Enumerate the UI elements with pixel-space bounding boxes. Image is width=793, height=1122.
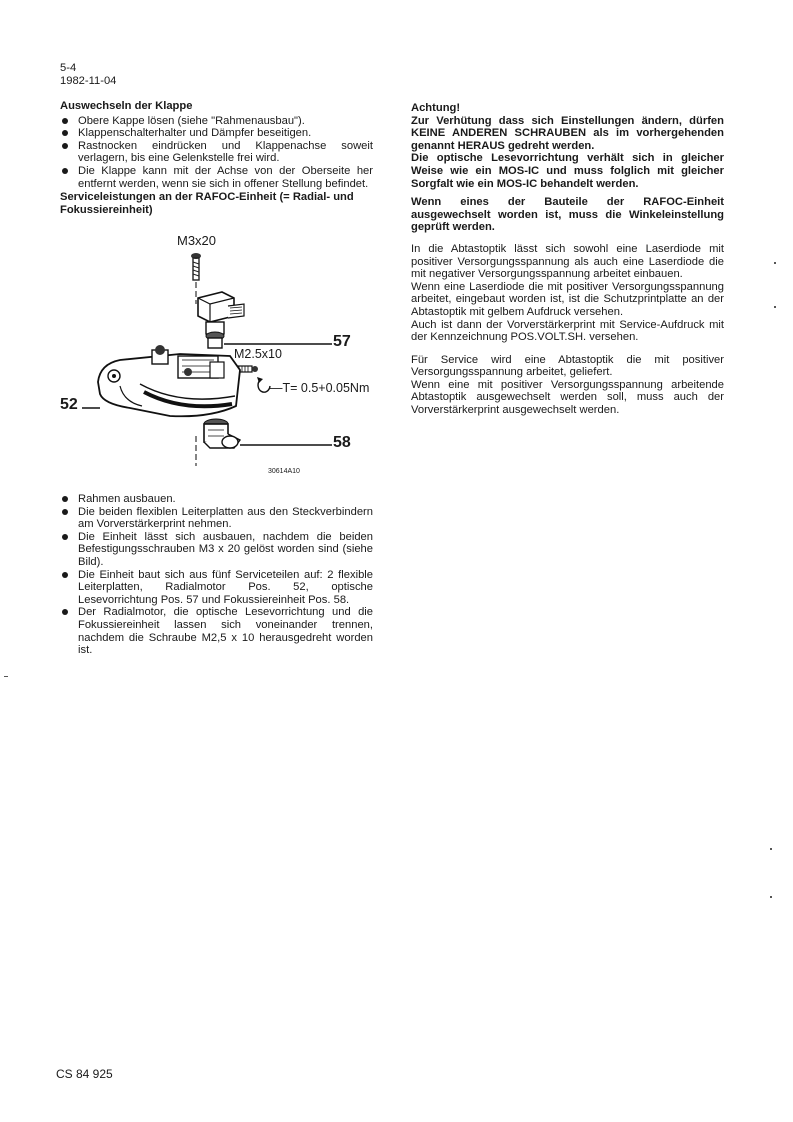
list-item: Die Klappe kann mit der Achse von der Oberseite her entfernt werden, wenn sie sich in offener Stellung befindet. [60,165,373,190]
radial-motor-52-drawing [98,345,240,416]
paragraph-schutzprint: Wenn eine Laserdiode die mit positiver Versorgungsspannung arbeitet, eingebaut worden ist, ist die Schutzprintplatte an der Abtastoptik mit gelbem Aufdruck versehen. [411,280,724,318]
label-torque: —T= 0.5+0.05Nm [270,381,370,395]
paragraph-service-delivery: Für Service wird eine Abtastoptik die mit positiver Versorgungsspannung arbeitet, geliefert. [411,353,724,379]
focus-unit-58-drawing [204,419,240,448]
scan-speck [4,676,8,677]
scan-speck [774,262,776,264]
list-item: Die beiden flexiblen Leiterplatten aus den Steckverbindern am Vorverstärkerprint nehmen. [60,506,373,531]
scan-speck [774,306,776,308]
paragraph-replacement: Wenn eine mit positiver Versorgungsspannung arbeitende Abtastoptik ausgewechselt werden soll, muss auch der Vorverstärkerprint ausgewechselt werden. [411,378,724,417]
bullet-list-klappe [60,115,373,191]
bullet-list-rafoc [60,493,373,657]
paragraph-laserdiode: In die Abtastoptik lässt sich sowohl eine Laserdiode mit positiver Versorgungsspannung als auch eine Laserdiode die mit negativer Versorgungsspannung arbeitet einbauen. [411,242,724,281]
left-column-bottom [60,493,373,657]
page-header [60,62,116,88]
list-item: Die Einheit baut sich aus fünf Serviceteilen auf: 2 flexible Leiterplatten, Radialmotor Pos. 52, optische Lesevorrichtung Pos. 57 und Fokussiereinheit Pos. 58. [60,569,373,607]
list-item: Rahmen ausbauen. [60,493,373,506]
document-code: CS 84 925 [56,1067,113,1081]
screw-m3x20-icon [191,253,201,280]
warning-mos-ic-text: Die optische Lesevorrichtung verhält sich in gleicher Weise wie ein MOS-IC und muss folglich mit gleicher Sorgfalt wie ein MOS-IC behandelt werden. [411,152,724,190]
list-item: Klappenschalterhalter und Dämpfer beseitigen. [60,127,373,140]
rafoc-drawing [60,233,373,484]
list-item: Rastnocken eindrücken und Klappenachse soweit verlagern, bis eine Gelenkstelle frei wird. [60,140,373,165]
paragraph-vorverstaerker: Auch ist dann der Vorverstärkerprint mit Service-Aufdruck mit der Kennzeichnung POS.VOLT.SH. versehen. [411,318,724,344]
label-pos-58: 58 [333,434,351,451]
scan-speck [770,848,772,850]
rafoc-exploded-diagram [60,233,373,484]
list-item: Der Radialmotor, die optische Lesevorrichtung und die Fokussiereinheit lassen sich voneinander trennen, nachdem die Schraube M2,5 x 10 herausgedreht worden ist. [60,606,373,656]
optical-pickup-57-drawing [198,292,244,348]
label-screw-m2-5x10: M2.5x10 [234,347,282,361]
section-heading-klappe: Auswechseln der Klappe [60,100,193,112]
warning-title: Achtung! [411,102,461,114]
section-heading-rafoc: Serviceleistungen an der RAFOC-Einheit (= Radial- und Fokussiereinheit) [60,191,354,216]
label-screw-m3x20: M3x20 [177,233,217,248]
page-number: 5-4 [60,62,77,74]
page-date: 1982-11-04 [60,75,117,87]
list-item: Die Einheit lässt sich ausbauen, nachdem die beiden Befestigungsschrauben M3 x 20 gelöst worden sind (siehe Bild). [60,531,373,569]
label-pos-57: 57 [333,333,351,350]
right-column [411,102,724,417]
warning-screws-text: Zur Verhütung dass sich Einstellungen ändern, dürfen KEINE ANDEREN SCHRAUBEN als im vorhergehenden genannt HERAUS gedreht werden. [411,114,724,152]
warning-angle-text: Wenn eines der Bauteile der RAFOC-Einheit ausgewechselt worden ist, muss die Winkeleinstellung geprüft werden. [411,196,724,234]
left-column-top [60,100,373,218]
torque-arrow-icon [257,377,270,392]
figure-code: 30614A10 [268,468,300,475]
label-pos-52: 52 [60,396,78,413]
list-item: Obere Kappe lösen (siehe "Rahmenausbau"). [60,115,373,128]
scan-speck [770,896,772,898]
